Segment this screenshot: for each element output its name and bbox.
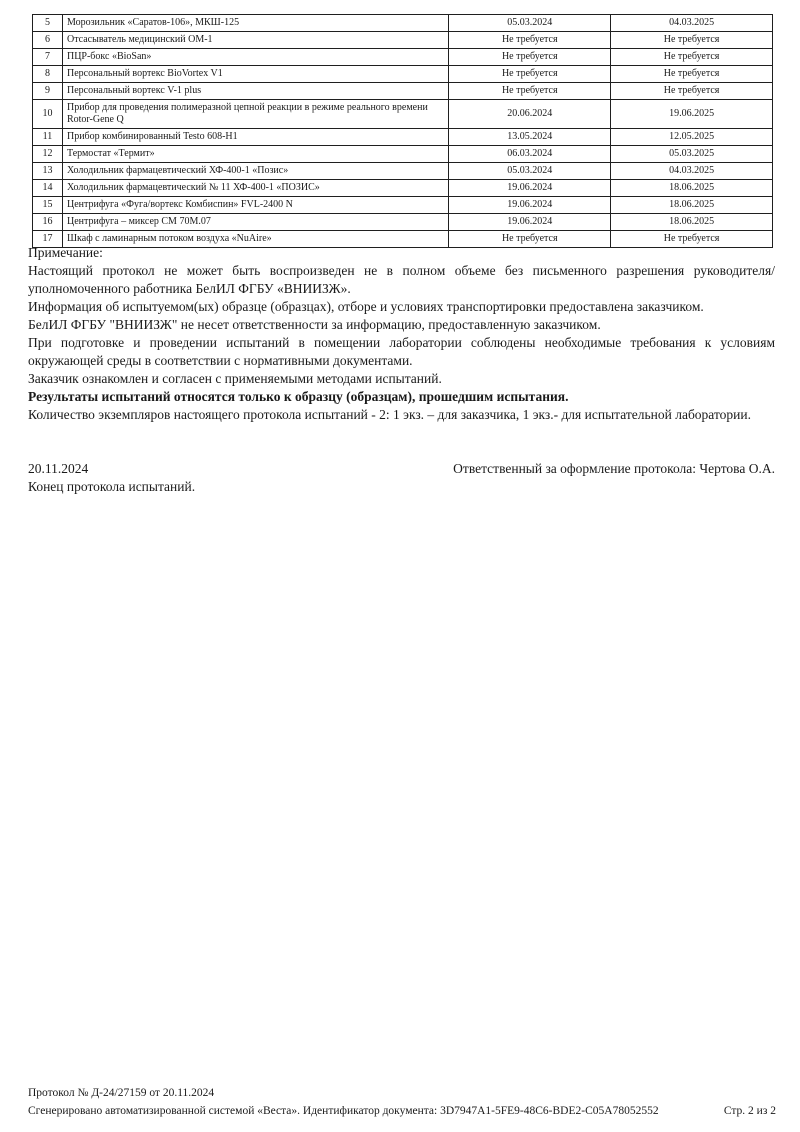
next-verification-date-cell: 18.06.2025 bbox=[611, 197, 773, 214]
row-number-cell: 12 bbox=[33, 146, 63, 163]
next-verification-date-cell: 18.06.2025 bbox=[611, 180, 773, 197]
note-paragraph: При подготовке и проведении испытаний в помещении лаборатории соблюдены необходимые требования к условиям окружающей среды в соответствии с нормативными документами. bbox=[28, 335, 775, 368]
verification-date-cell: 13.05.2024 bbox=[449, 129, 611, 146]
row-number-cell: 6 bbox=[33, 32, 63, 49]
table-row bbox=[33, 129, 773, 146]
note-paragraph: Настоящий протокол не может быть воспроизведен не в полном объеме без письменного разрешения руководителя/уполномоченного работника БелИЛ ФГБУ «ВНИИЗЖ». bbox=[28, 263, 775, 296]
next-verification-date-cell: 18.06.2025 bbox=[611, 214, 773, 231]
notes-paragraphs bbox=[28, 262, 775, 424]
table-row bbox=[33, 83, 773, 100]
table-row bbox=[33, 15, 773, 32]
verification-date-cell: 19.06.2024 bbox=[449, 197, 611, 214]
verification-date-cell: 06.03.2024 bbox=[449, 146, 611, 163]
row-number-cell: 17 bbox=[33, 231, 63, 248]
equipment-name-cell: Персональный вортекс V-1 plus bbox=[62, 83, 448, 100]
protocol-date: 20.11.2024 bbox=[28, 461, 89, 476]
equipment-name-cell: Шкаф с ламинарным потоком воздуха «NuAire» bbox=[62, 231, 448, 248]
note-paragraph: Количество экземпляров настоящего протокола испытаний - 2: 1 экз. – для заказчика, 1 экз.- для испытательной лаборатории. bbox=[28, 407, 751, 422]
table-row bbox=[33, 100, 773, 129]
equipment-name-cell: Морозильник «Саратов-106», МКШ-125 bbox=[62, 15, 448, 32]
next-verification-date-cell: Не требуется bbox=[611, 231, 773, 248]
page-footer bbox=[28, 1084, 776, 1120]
notes-label: Примечание: bbox=[28, 245, 103, 260]
next-verification-date-cell: 19.06.2025 bbox=[611, 100, 773, 129]
row-number-cell: 11 bbox=[33, 129, 63, 146]
next-verification-date-cell: Не требуется bbox=[611, 49, 773, 66]
verification-date-cell: Не требуется bbox=[449, 231, 611, 248]
note-paragraph: Информация об испытуемом(ых) образце (образцах), отборе и условиях транспортировки предоставлена заказчиком. bbox=[28, 299, 704, 314]
equipment-name-cell: Термостат «Термит» bbox=[62, 146, 448, 163]
note-paragraph: Результаты испытаний относятся только к образцу (образцам), прошедшим испытания. bbox=[28, 389, 569, 404]
next-verification-date-cell: 04.03.2025 bbox=[611, 15, 773, 32]
table-row bbox=[33, 214, 773, 231]
row-number-cell: 8 bbox=[33, 66, 63, 83]
equipment-table-body bbox=[33, 15, 773, 248]
equipment-name-cell: Персональный вортекс BioVortex V1 bbox=[62, 66, 448, 83]
verification-date-cell: 19.06.2024 bbox=[449, 214, 611, 231]
table-row bbox=[33, 66, 773, 83]
row-number-cell: 16 bbox=[33, 214, 63, 231]
row-number-cell: 7 bbox=[33, 49, 63, 66]
equipment-name-cell: Холодильник фармацевтический ХФ-400-1 «Позис» bbox=[62, 163, 448, 180]
verification-date-cell: 20.06.2024 bbox=[449, 100, 611, 129]
footer-page-number: Стр. 2 из 2 bbox=[723, 1105, 776, 1117]
verification-date-cell: 05.03.2024 bbox=[449, 163, 611, 180]
equipment-name-cell: Центрифуга – миксер СМ 70М.07 bbox=[62, 214, 448, 231]
verification-date-cell: Не требуется bbox=[449, 83, 611, 100]
next-verification-date-cell: Не требуется bbox=[611, 32, 773, 49]
end-of-protocol-line: Конец протокола испытаний. bbox=[28, 479, 196, 494]
table-row bbox=[33, 146, 773, 163]
equipment-name-cell: Прибор комбинированный Testo 608-H1 bbox=[62, 129, 448, 146]
notes-section bbox=[28, 244, 775, 496]
table-row bbox=[33, 163, 773, 180]
equipment-name-cell: ПЦР-бокс «BioSan» bbox=[62, 49, 448, 66]
verification-date-cell: Не требуется bbox=[449, 49, 611, 66]
verification-date-cell: Не требуется bbox=[449, 66, 611, 83]
row-number-cell: 15 bbox=[33, 197, 63, 214]
row-number-cell: 5 bbox=[33, 15, 63, 32]
signature-row bbox=[28, 460, 775, 478]
next-verification-date-cell: Не требуется bbox=[611, 83, 773, 100]
equipment-name-cell: Центрифуга «Фуга/вортекс Комбиспин» FVL-2400 N bbox=[62, 197, 448, 214]
table-row bbox=[33, 197, 773, 214]
equipment-name-cell: Отсасыватель медицинский ОМ-1 bbox=[62, 32, 448, 49]
table-row bbox=[33, 180, 773, 197]
next-verification-date-cell: Не требуется bbox=[611, 66, 773, 83]
verification-date-cell: Не требуется bbox=[449, 32, 611, 49]
row-number-cell: 10 bbox=[33, 100, 63, 129]
equipment-name-cell: Холодильник фармацевтический № 11 ХФ-400-1 «ПОЗИС» bbox=[62, 180, 448, 197]
table-row bbox=[33, 32, 773, 49]
equipment-name-cell: Прибор для проведения полимеразной цепной реакции в режиме реального времени Rotor-Gene Q bbox=[62, 100, 448, 129]
next-verification-date-cell: 05.03.2025 bbox=[611, 146, 773, 163]
verification-date-cell: 05.03.2024 bbox=[449, 15, 611, 32]
next-verification-date-cell: 12.05.2025 bbox=[611, 129, 773, 146]
footer-protocol-number: Протокол № Д-24/27159 от 20.11.2024 bbox=[28, 1087, 215, 1099]
responsible-person-line: Ответственный за оформление протокола: Чертова О.А. bbox=[453, 461, 775, 476]
footer-generated-line: Сгенерировано автоматизированной системой «Веста». Идентификатор документа: 3D7947A1-5FE9-48C6-BDE2-C05A78052552 bbox=[28, 1105, 659, 1117]
row-number-cell: 9 bbox=[33, 83, 63, 100]
row-number-cell: 13 bbox=[33, 163, 63, 180]
equipment-table bbox=[32, 14, 773, 248]
note-paragraph: БелИЛ ФГБУ "ВНИИЗЖ" не несет ответственности за информацию, предоставленную заказчиком. bbox=[28, 317, 601, 332]
next-verification-date-cell: 04.03.2025 bbox=[611, 163, 773, 180]
row-number-cell: 14 bbox=[33, 180, 63, 197]
note-paragraph: Заказчик ознакомлен и согласен с применяемыми методами испытаний. bbox=[28, 371, 442, 386]
verification-date-cell: 19.06.2024 bbox=[449, 180, 611, 197]
table-row bbox=[33, 49, 773, 66]
